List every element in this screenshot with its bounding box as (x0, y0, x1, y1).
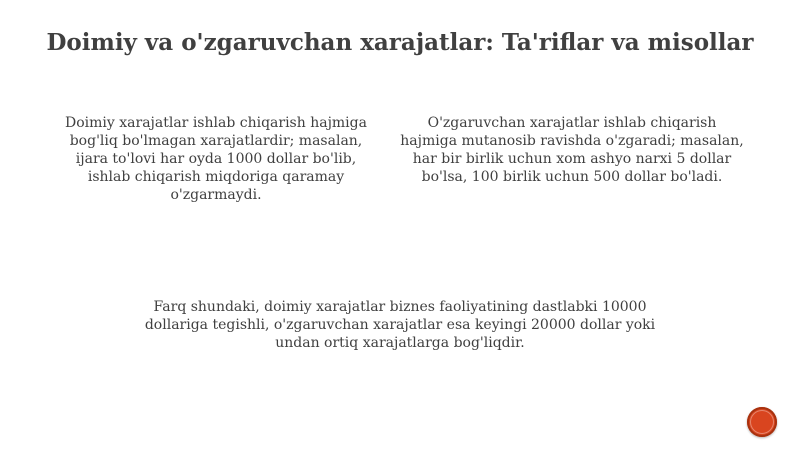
difference-text: Farq shundaki, doimiy xarajatlar biznes faoliyatining dastlabki 10000 dollariga tegishli, o'zgaruvchan xarajatlar esa keyingi 20000 dollar yoki undan ortiq xarajatlarga bog'liqdir. (144, 299, 656, 351)
nav-ring-decoration (750, 410, 774, 434)
circle-nav-icon[interactable] (747, 407, 777, 437)
slide-title: Doimiy va o'zgaruvchan xarajatlar: Ta'riflar va misollar (46, 29, 754, 56)
fixed-costs-text: Doimiy xarajatlar ishlab chiqarish hajmiga bog'liq bo'lmagan xarajatlardir; masalan, ijara to'lovi har oyda 1000 dollar bo'lib, ishlab chiqarish miqdoriga qaramay o'zgarmaydi. (65, 115, 367, 203)
variable-costs-text: O'zgaruvchan xarajatlar ishlab chiqarish hajmiga mutanosib ravishda o'zgaradi; masalan, har bir birlik uchun xom ashyo narxi 5 dollar bo'lsa, 100 birlik uchun 500 dollar bo'ladi. (400, 115, 744, 185)
